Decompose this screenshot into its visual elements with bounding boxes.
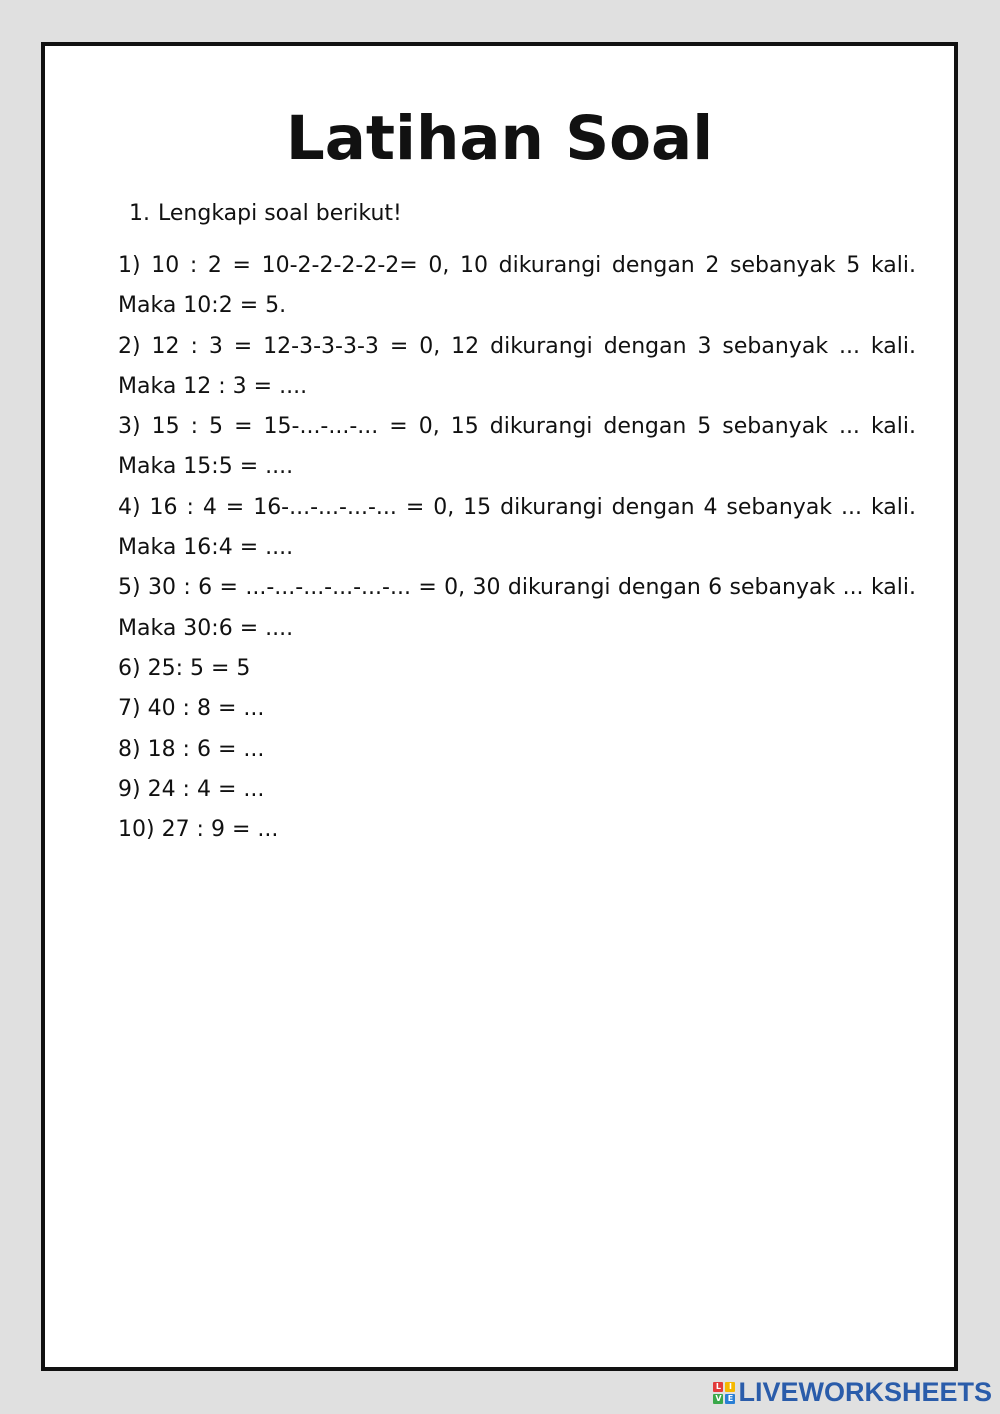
- logo-block-v: V: [715, 1393, 722, 1403]
- instruction: [129, 201, 402, 227]
- exercise-item-10: 10) 27 : 9 = ...: [118, 817, 279, 843]
- logo-block-i: I: [725, 1382, 735, 1392]
- logo-blocks-icon: [713, 1382, 735, 1404]
- instruction-text: Lengkapi soal berikut!: [158, 201, 402, 226]
- exercise-item-8: 8) 18 : 6 = ...: [118, 736, 265, 762]
- exercise-item-3: 3) 15 : 5 = 15-...-...-... = 0, 15 dikurangi dengan 5 sebanyak ... kali. Maka 15:5 = ....: [118, 414, 916, 480]
- exercise-item-9: 9) 24 : 4 = ...: [118, 776, 265, 802]
- liveworksheets-logo[interactable]: [713, 1377, 992, 1408]
- logo-block-l: L: [713, 1382, 723, 1392]
- exercise-item-2: 2) 12 : 3 = 12-3-3-3-3 = 0, 12 dikurangi dengan 3 sebanyak ... kali. Maka 12 : 3 = ....: [118, 333, 916, 399]
- exercise-item-7: 7) 40 : 8 = ...: [118, 696, 265, 722]
- logo-block-e: E: [725, 1394, 735, 1404]
- worksheet-page: [41, 42, 958, 1371]
- exercise-item-1: 1) 10 : 2 = 10-2-2-2-2-2= 0, 10 dikurangi dengan 2 sebanyak 5 kali. Maka 10:2 = 5.: [118, 253, 916, 319]
- instruction-number: 1.: [129, 201, 150, 226]
- exercise-item-6: 6) 25: 5 = 5: [118, 655, 251, 681]
- worksheet-title: Latihan Soal: [285, 103, 714, 174]
- exercise-list: [118, 246, 916, 850]
- logo-text: LIVEWORKSHEETS: [738, 1377, 992, 1407]
- exercise-item-4: 4) 16 : 4 = 16-...-...-...-... = 0, 15 dikurangi dengan 4 sebanyak ... kali. Maka 16:4 = ....: [118, 494, 916, 561]
- exercise-item-5: 5) 30 : 6 = ...-...-...-...-...-... = 0, 30 dikurangi dengan 6 sebanyak ... kali. Maka 30:6 = ....: [118, 575, 916, 641]
